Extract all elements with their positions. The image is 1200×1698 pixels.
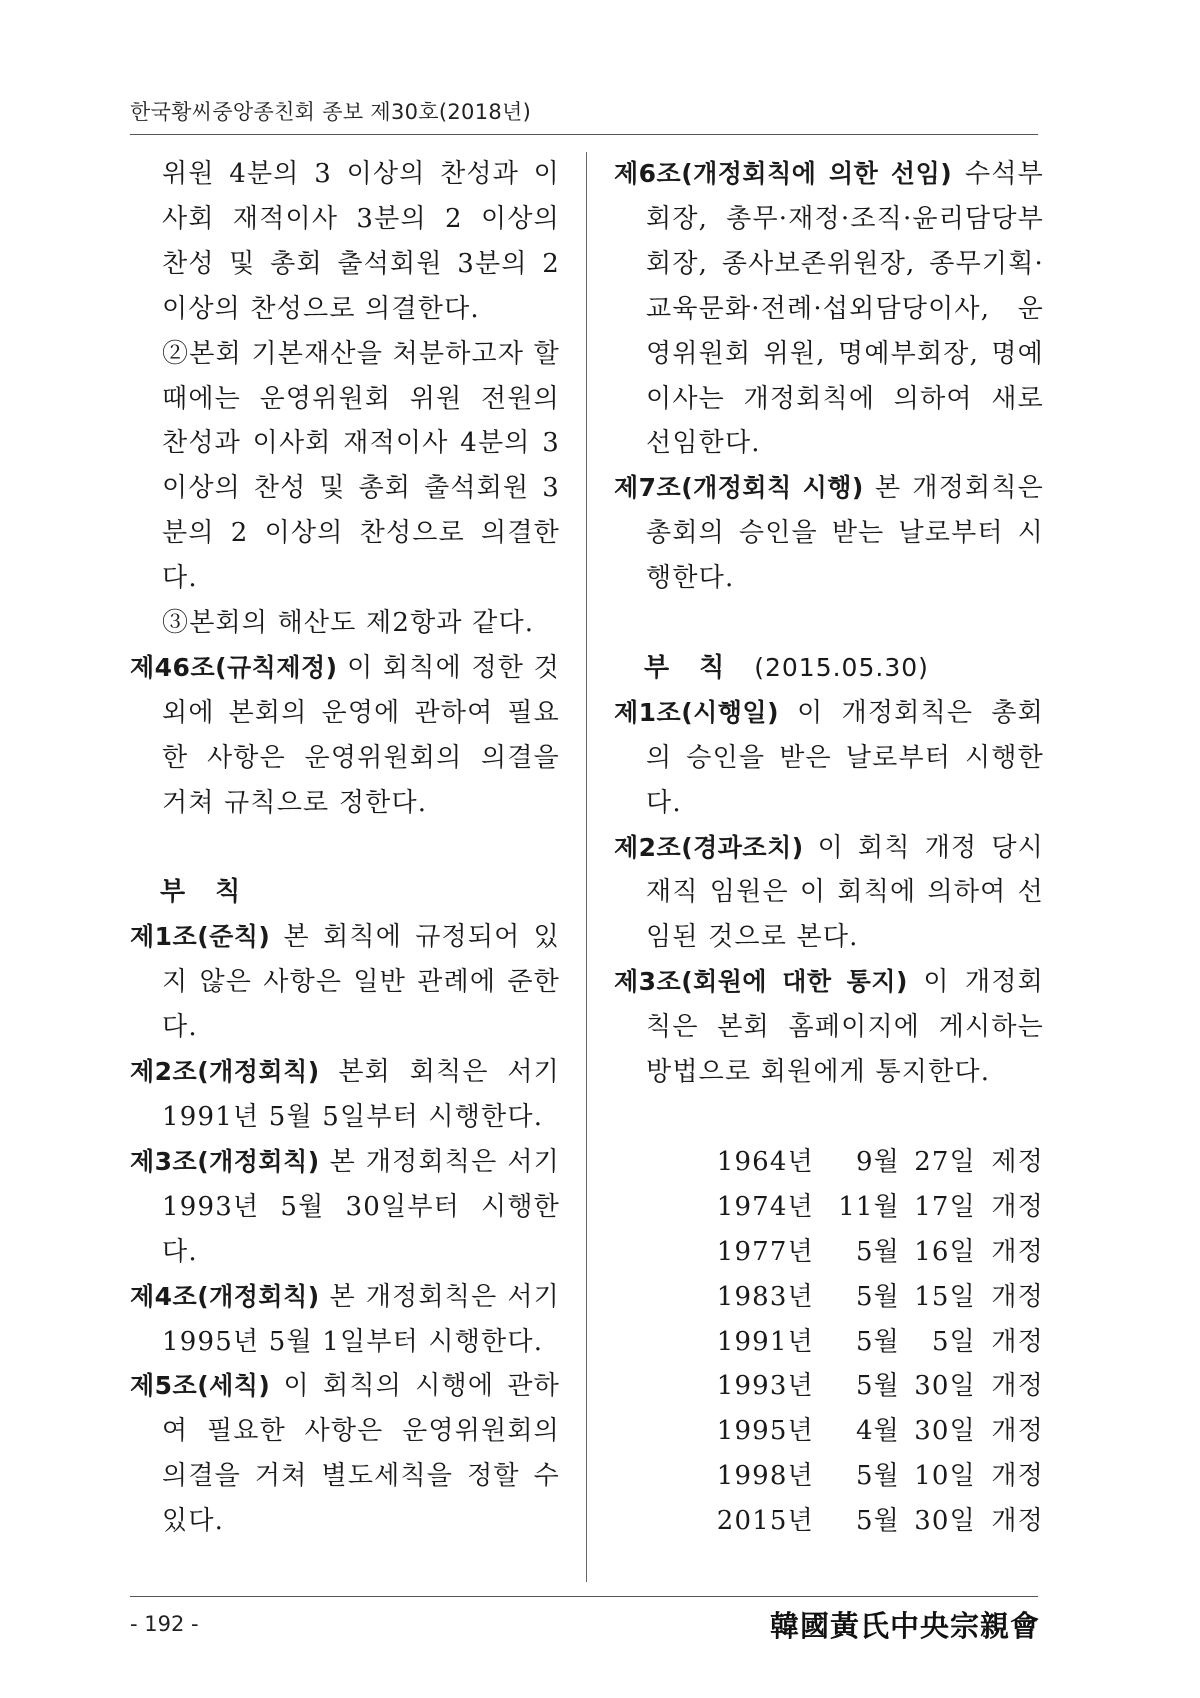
revision-history-row [614, 1230, 1044, 1275]
addenda-article-6 [614, 152, 1044, 466]
right-column [614, 152, 1044, 1544]
page-number: - 192 - [130, 1612, 199, 1636]
addenda-article-7-text: 본 개정회칙은 총회의 승인을 받는 날로부터 시행한다. [646, 473, 1044, 594]
revision-action: 개정 [991, 1236, 1044, 1267]
addenda-2015-article-1-label: 제1조(시행일) [614, 697, 779, 727]
revision-day: 27일 [914, 1146, 976, 1177]
addenda-2015-article-3-label: 제3조(회원에 대한 통지) [614, 967, 908, 997]
revision-day: 30일 [914, 1371, 976, 1402]
addenda-article-4-text: 본 개정회칙은 서기 1995년 5월 1일부터 시행한다. [162, 1281, 560, 1357]
addenda-article-2 [130, 1050, 560, 1140]
revision-day: 30일 [914, 1506, 976, 1537]
revision-history-row [614, 1140, 1044, 1185]
addenda-article-1-text: 본 회칙에 규정되어 있지 않은 사항은 일반 관례에 준한다. [162, 922, 560, 1043]
page-header-title: 한국황씨중앙종친회 종보 제30호(2018년) [130, 100, 532, 124]
revision-year: 1977년 [716, 1236, 814, 1267]
left-column [130, 152, 560, 1544]
article-46-label: 제46조(규칙제정) [130, 652, 338, 682]
addenda-article-5-text: 이 회칙의 시행에 관하여 필요한 사항은 운영위원회의 의결을 거쳐 별도세칙을 정할 수 있다. [162, 1371, 560, 1537]
revision-action: 개정 [991, 1281, 1044, 1312]
addenda-article-1 [130, 915, 560, 1050]
revision-year: 1974년 [716, 1191, 814, 1222]
organization-name: 韓國黃氏中央宗親會 [769, 1609, 1040, 1643]
column-divider [586, 152, 587, 1582]
revision-year: 1995년 [716, 1416, 814, 1447]
addenda-2015-article-1-text: 이 개정회칙은 총회의 승인을 받은 날로부터 시행한다. [646, 697, 1044, 818]
revision-history-row [614, 1320, 1044, 1365]
spacer [614, 601, 1044, 646]
revision-year: 1964년 [716, 1146, 814, 1177]
revision-action: 제정 [991, 1146, 1044, 1177]
addenda-2015-article-2 [614, 826, 1044, 961]
revision-history-row [614, 1409, 1044, 1454]
addenda-article-6-text: 수석부회장, 총무·재정·조직·윤리담당부회장, 종사보존위원장, 종무기획·교육문화·전례·섭외담당이사, 운영위원회 위원, 명예부회장, 명예이사는 개정회칙에 의하여 새로 선임한다. [646, 159, 1044, 459]
addenda-article-5-label: 제5조(세칙) [130, 1371, 271, 1401]
addenda-article-6-label: 제6조(개정회칙에 의한 선임) [614, 159, 953, 188]
addenda-article-2-label: 제2조(개정회칙) [130, 1057, 320, 1087]
addenda-2015-article-3-text: 이 개정회칙은 본회 홈페이지에 게시하는 방법으로 회원에게 통지한다. [646, 967, 1044, 1088]
revision-month: 11월 [838, 1191, 900, 1222]
revision-year: 2015년 [716, 1506, 814, 1537]
revision-day: 15일 [914, 1281, 976, 1312]
addenda-2015-article-2-text: 이 회칙 개정 당시 재직 임원은 이 회칙에 의하여 선임된 것으로 본다. [646, 832, 1044, 953]
addenda-article-7-label: 제7조(개정회칙 시행) [614, 473, 864, 503]
addenda-article-4 [130, 1275, 560, 1365]
addenda-article-3-label: 제3조(개정회칙) [130, 1146, 320, 1176]
revision-year: 1991년 [716, 1326, 814, 1357]
revision-action: 개정 [991, 1371, 1044, 1402]
article-45-paragraph-3: ③본회의 해산도 제2항과 같다. [162, 608, 535, 639]
revision-month: 5월 [855, 1236, 900, 1267]
revision-action: 개정 [991, 1461, 1044, 1492]
addenda-2015-heading-date: (2015.05.30) [754, 652, 929, 682]
revision-history-row [614, 1185, 1044, 1230]
article-45-paragraph-1-continued: 위원 4분의 3 이상의 찬성과 이사회 재적이사 3분의 2 이상의 찬성 및 총회 출석회원 3분의 2 이상의 찬성으로 의결한다. [162, 159, 560, 324]
revision-month: 5월 [855, 1371, 900, 1402]
article-45-paragraph-2: ②본회 기본재산을 처분하고자 할 때에는 운영위원회 위원 전원의 찬성과 이사회 재적이사 4분의 3 이상의 찬성 및 총회 출석회원 3분의 2 이상의 찬성으로 의결한다. [162, 338, 560, 594]
addenda-article-3-text: 본 개정회칙은 서기 1993년 5월 30일부터 시행한다. [162, 1146, 560, 1267]
addenda-article-1-label: 제1조(준칙) [130, 922, 271, 952]
revision-action: 개정 [991, 1326, 1044, 1357]
addenda-2015-article-1 [614, 691, 1044, 826]
addenda-2015-heading-text: 부칙 [644, 652, 755, 683]
revision-month: 5월 [855, 1326, 900, 1357]
revision-day: 16일 [914, 1236, 976, 1267]
addenda-heading-text: 부칙 [160, 877, 271, 908]
revision-day: 17일 [914, 1191, 976, 1222]
addenda-2015-article-2-label: 제2조(경과조치) [614, 832, 804, 862]
addenda-article-7 [614, 466, 1044, 601]
article-46 [130, 646, 560, 826]
footer-rule [130, 1596, 1038, 1597]
revision-day: 30일 [914, 1416, 976, 1447]
addenda-heading [130, 870, 560, 915]
revision-history-row [614, 1275, 1044, 1320]
revision-year: 1998년 [716, 1461, 814, 1492]
header-rule [130, 134, 1038, 135]
revision-history-row [614, 1499, 1044, 1544]
revision-history-row [614, 1454, 1044, 1499]
addenda-2015-article-3 [614, 960, 1044, 1095]
revision-month: 5월 [855, 1461, 900, 1492]
revision-action: 개정 [991, 1191, 1044, 1222]
revision-history-row [614, 1364, 1044, 1409]
addenda-2015-heading [614, 646, 1044, 691]
revision-day: 5일 [931, 1326, 976, 1357]
revision-history [614, 1140, 1044, 1544]
revision-action: 개정 [991, 1506, 1044, 1537]
addenda-article-4-label: 제4조(개정회칙) [130, 1281, 320, 1311]
revision-month: 9월 [855, 1146, 900, 1177]
addenda-article-5 [130, 1364, 560, 1544]
revision-action: 개정 [991, 1416, 1044, 1447]
addenda-article-3 [130, 1140, 560, 1275]
revision-day: 10일 [914, 1461, 976, 1492]
article-46-text: 이 회칙에 정한 것 외에 본회의 운영에 관하여 필요한 사항은 운영위원회의 의결을 거쳐 규칙으로 정한다. [162, 652, 560, 818]
revision-year: 1983년 [716, 1281, 814, 1312]
revision-month: 5월 [855, 1506, 900, 1537]
addenda-article-2-text: 본회 회칙은 서기 1991년 5월 5일부터 시행한다. [162, 1057, 560, 1133]
spacer [130, 826, 560, 871]
revision-month: 4월 [855, 1416, 900, 1447]
revision-month: 5월 [855, 1281, 900, 1312]
revision-year: 1993년 [716, 1371, 814, 1402]
